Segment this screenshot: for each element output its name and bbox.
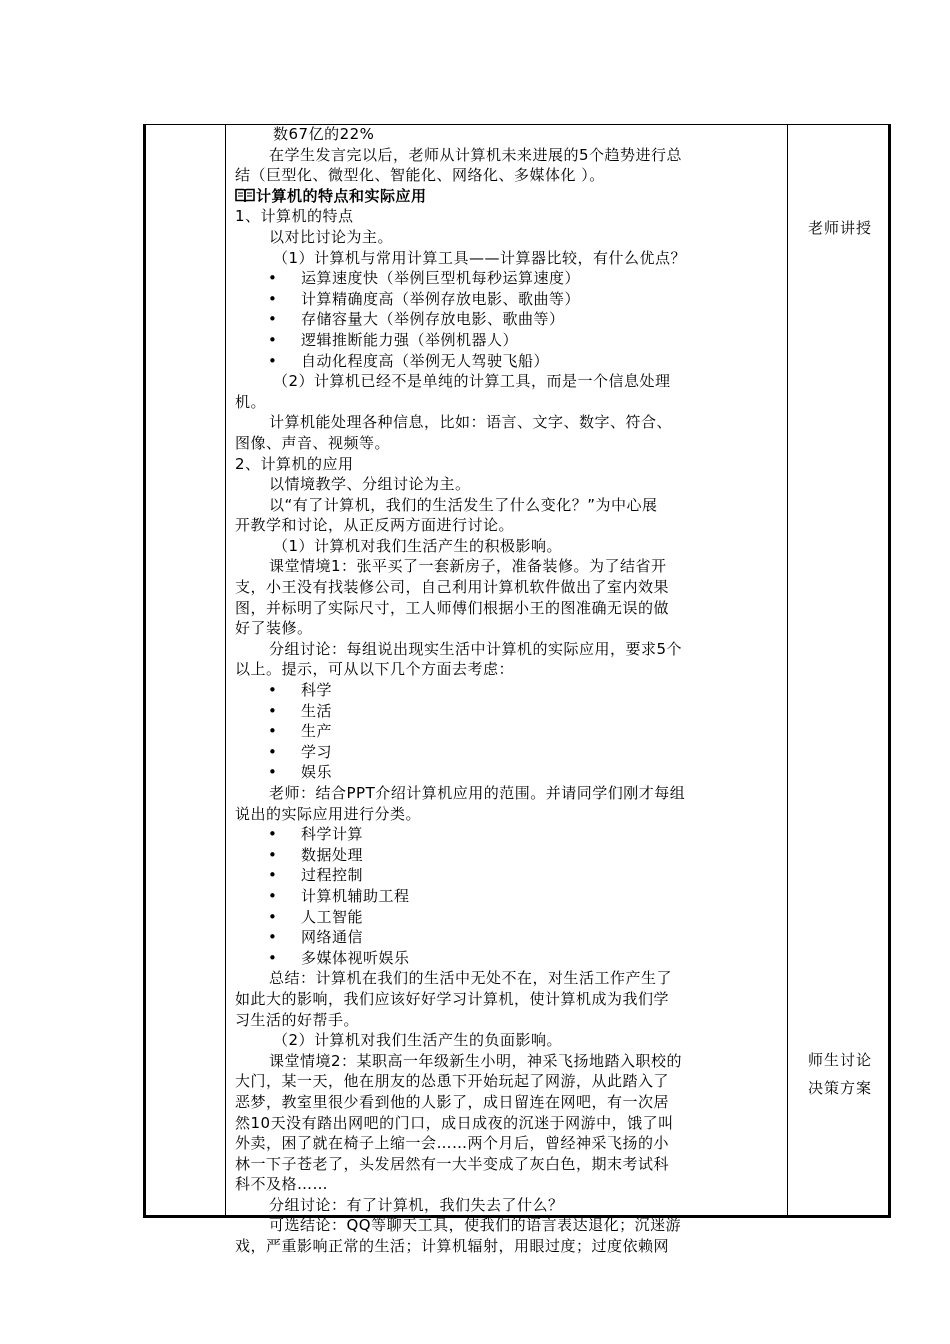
text-line: 图，并标明了实际尺寸，工人师傅们根据小王的图准确无误的做 bbox=[235, 598, 670, 617]
bullet-item bbox=[235, 886, 783, 907]
bullet-dot: • bbox=[268, 269, 278, 288]
bullet-text: 生产 bbox=[301, 722, 333, 741]
text-line: 机。 bbox=[235, 392, 267, 411]
text-line: 计算机能处理各种信息，比如：语言、文字、数字、符合、 bbox=[269, 413, 673, 432]
bullet-item bbox=[235, 701, 783, 722]
text-line: 以情境教学、分组讨论为主。 bbox=[269, 475, 471, 494]
bullet-text: 过程控制 bbox=[301, 866, 364, 885]
text-line: 1、计算机的特点 bbox=[235, 207, 354, 226]
text-line: 习生活的好帮手。 bbox=[235, 1010, 360, 1029]
bullet-dot: • bbox=[268, 886, 278, 905]
text-line: 老师：结合PPT介绍计算机应用的范围。并请同学们刚才每组 bbox=[269, 784, 686, 802]
text-line: 好了装修。 bbox=[235, 619, 313, 638]
bullet-text: 存储容量大（举例存放电影、歌曲等） bbox=[301, 310, 565, 329]
side-note-discussion bbox=[795, 1046, 885, 1102]
text-line: 戏，严重影响正常的生活；计算机辐射，用眼过度；过度依赖网 bbox=[235, 1237, 670, 1256]
bullet-item bbox=[235, 845, 783, 866]
text-line: （1）计算机与常用计算工具——计算器比较，有什么优点？ bbox=[273, 248, 687, 267]
bullet-text: 多媒体视听娱乐 bbox=[301, 948, 410, 967]
bullet-dot: • bbox=[268, 351, 278, 370]
side-note-teacher-lecture bbox=[795, 214, 885, 242]
section-heading-text: 计算机的特点和实际应用 bbox=[256, 186, 427, 205]
bullet-item bbox=[235, 721, 783, 742]
bullet-text: 娱乐 bbox=[301, 763, 333, 782]
text-line: 数67亿的22% bbox=[273, 125, 375, 143]
bullet-item bbox=[235, 948, 783, 969]
bullet-text: 计算机辅助工程 bbox=[301, 886, 410, 905]
bullet-item bbox=[235, 907, 783, 928]
book-icon bbox=[235, 188, 255, 203]
bullet-item bbox=[235, 309, 783, 330]
bullet-item bbox=[235, 330, 783, 351]
side-note-text: 老师讲授 bbox=[807, 219, 872, 237]
text-line: 大门，某一天，他在朋友的怂恿下开始玩起了网游，从此踏入了 bbox=[235, 1072, 670, 1091]
bullet-dot: • bbox=[268, 701, 278, 720]
text-line: 以对比讨论为主。 bbox=[269, 227, 394, 246]
bullet-dot: • bbox=[268, 907, 278, 926]
bullet-item bbox=[235, 289, 783, 310]
bullet-text: 自动化程度高（举例无人驾驶飞船） bbox=[301, 351, 550, 370]
text-line: 课堂情境1：张平买了一套新房子，准备装修。为了结省开 bbox=[269, 557, 667, 576]
text-line: 分组讨论：有了计算机，我们失去了什么？ bbox=[269, 1195, 564, 1214]
bullet-dot: • bbox=[268, 330, 278, 349]
text-line: 林一下子苍老了，头发居然有一大半变成了灰白色，期末考试科 bbox=[235, 1154, 670, 1173]
text-line: 科不及格…… bbox=[235, 1175, 329, 1194]
bullet-item bbox=[235, 824, 783, 845]
bullet-text: 逻辑推断能力强（举例机器人） bbox=[301, 330, 519, 349]
text-line: 总结：计算机在我们的生活中无处不在，对生活工作产生了 bbox=[269, 969, 673, 988]
bullet-text: 人工智能 bbox=[301, 907, 364, 926]
text-line: 恶梦，教室里很少看到他的人影了，成日留连在网吧，有一次居 bbox=[235, 1092, 670, 1111]
bullet-dot: • bbox=[268, 928, 278, 947]
bullet-item bbox=[235, 927, 783, 948]
bullet-dot: • bbox=[268, 289, 278, 308]
text-line: 以上。提示，可从以下几个方面去考虑： bbox=[235, 660, 515, 679]
text-line: （1）计算机对我们生活产生的积极影响。 bbox=[273, 536, 563, 555]
text-line: 说出的实际应用进行分类。 bbox=[235, 804, 422, 823]
text-line: 开教学和讨论，从正反两方面进行讨论。 bbox=[235, 516, 515, 535]
bullet-text: 生活 bbox=[301, 701, 333, 720]
bullet-dot: • bbox=[268, 825, 278, 844]
bullet-item bbox=[235, 351, 783, 372]
text-line: 可选结论：QQ等聊天工具，使我们的语言表达退化；沉迷游 bbox=[269, 1216, 682, 1235]
bullet-item bbox=[235, 865, 783, 886]
bullet-text: 网络通信 bbox=[301, 928, 364, 947]
text-line: 然10天没有踏出网吧的门口，成日成夜的沉迷于网游中，饿了叫 bbox=[235, 1113, 674, 1132]
side-note-text: 决策方案 bbox=[807, 1079, 872, 1097]
side-note-text: 师生讨论 bbox=[807, 1051, 872, 1069]
bullet-item bbox=[235, 742, 783, 763]
text-line: 分组讨论：每组说出现实生活中计算机的实际应用，要求5个 bbox=[269, 639, 683, 658]
text-line: 以“有了计算机，我们的生活发生了什么变化？”为中心展 bbox=[269, 495, 658, 514]
text-line: （2）计算机已经不是单纯的计算工具，而是一个信息处理 bbox=[273, 372, 671, 391]
bullet-text: 运算速度快（举例巨型机每秒运算速度） bbox=[301, 269, 581, 288]
text-line: 图像、声音、视频等。 bbox=[235, 433, 391, 452]
text-line: 2、计算机的应用 bbox=[235, 454, 354, 473]
bullet-dot: • bbox=[268, 948, 278, 967]
bullet-text: 计算精确度高（举例存放电影、歌曲等） bbox=[301, 289, 581, 308]
lesson-content bbox=[235, 124, 783, 1257]
text-line: 如此大的影响，我们应该好好学习计算机，使计算机成为我们学 bbox=[235, 989, 670, 1008]
bullet-text: 科学 bbox=[301, 681, 333, 700]
text-line: 结（巨型化、微型化、智能化、网络化、多媒体化 ）。 bbox=[235, 166, 605, 185]
text-line: 在学生发言完以后，老师从计算机未来进展的5个趋势进行总 bbox=[269, 145, 683, 164]
text-line: （2）计算机对我们生活产生的负面影响。 bbox=[273, 1031, 563, 1050]
table-right-border bbox=[888, 124, 891, 1218]
bullet-dot: • bbox=[268, 866, 278, 885]
table-column-divider-1 bbox=[225, 124, 226, 1218]
text-line: 课堂情境2：某职高一年级新生小明，神采飞扬地踏入职校的 bbox=[269, 1051, 683, 1070]
bullet-dot: • bbox=[268, 722, 278, 741]
text-line: 外卖，困了就在椅子上缩一会……两个月后，曾经神采飞扬的小 bbox=[235, 1134, 670, 1153]
text-line: 支，小王没有找装修公司，自己利用计算机软件做出了室内效果 bbox=[235, 578, 670, 597]
bullet-dot: • bbox=[268, 763, 278, 782]
bullet-text: 数据处理 bbox=[301, 845, 364, 864]
bullet-item bbox=[235, 680, 783, 701]
bullet-dot: • bbox=[268, 681, 278, 700]
table-left-border bbox=[143, 124, 146, 1218]
bullet-item bbox=[235, 268, 783, 289]
bullet-text: 科学计算 bbox=[301, 825, 364, 844]
bullet-dot: • bbox=[268, 845, 278, 864]
table-column-divider-2 bbox=[787, 124, 788, 1218]
bullet-text: 学习 bbox=[301, 742, 333, 761]
bullet-item bbox=[235, 762, 783, 783]
bullet-dot: • bbox=[268, 310, 278, 329]
section-heading bbox=[235, 186, 783, 207]
bullet-dot: • bbox=[268, 742, 278, 761]
